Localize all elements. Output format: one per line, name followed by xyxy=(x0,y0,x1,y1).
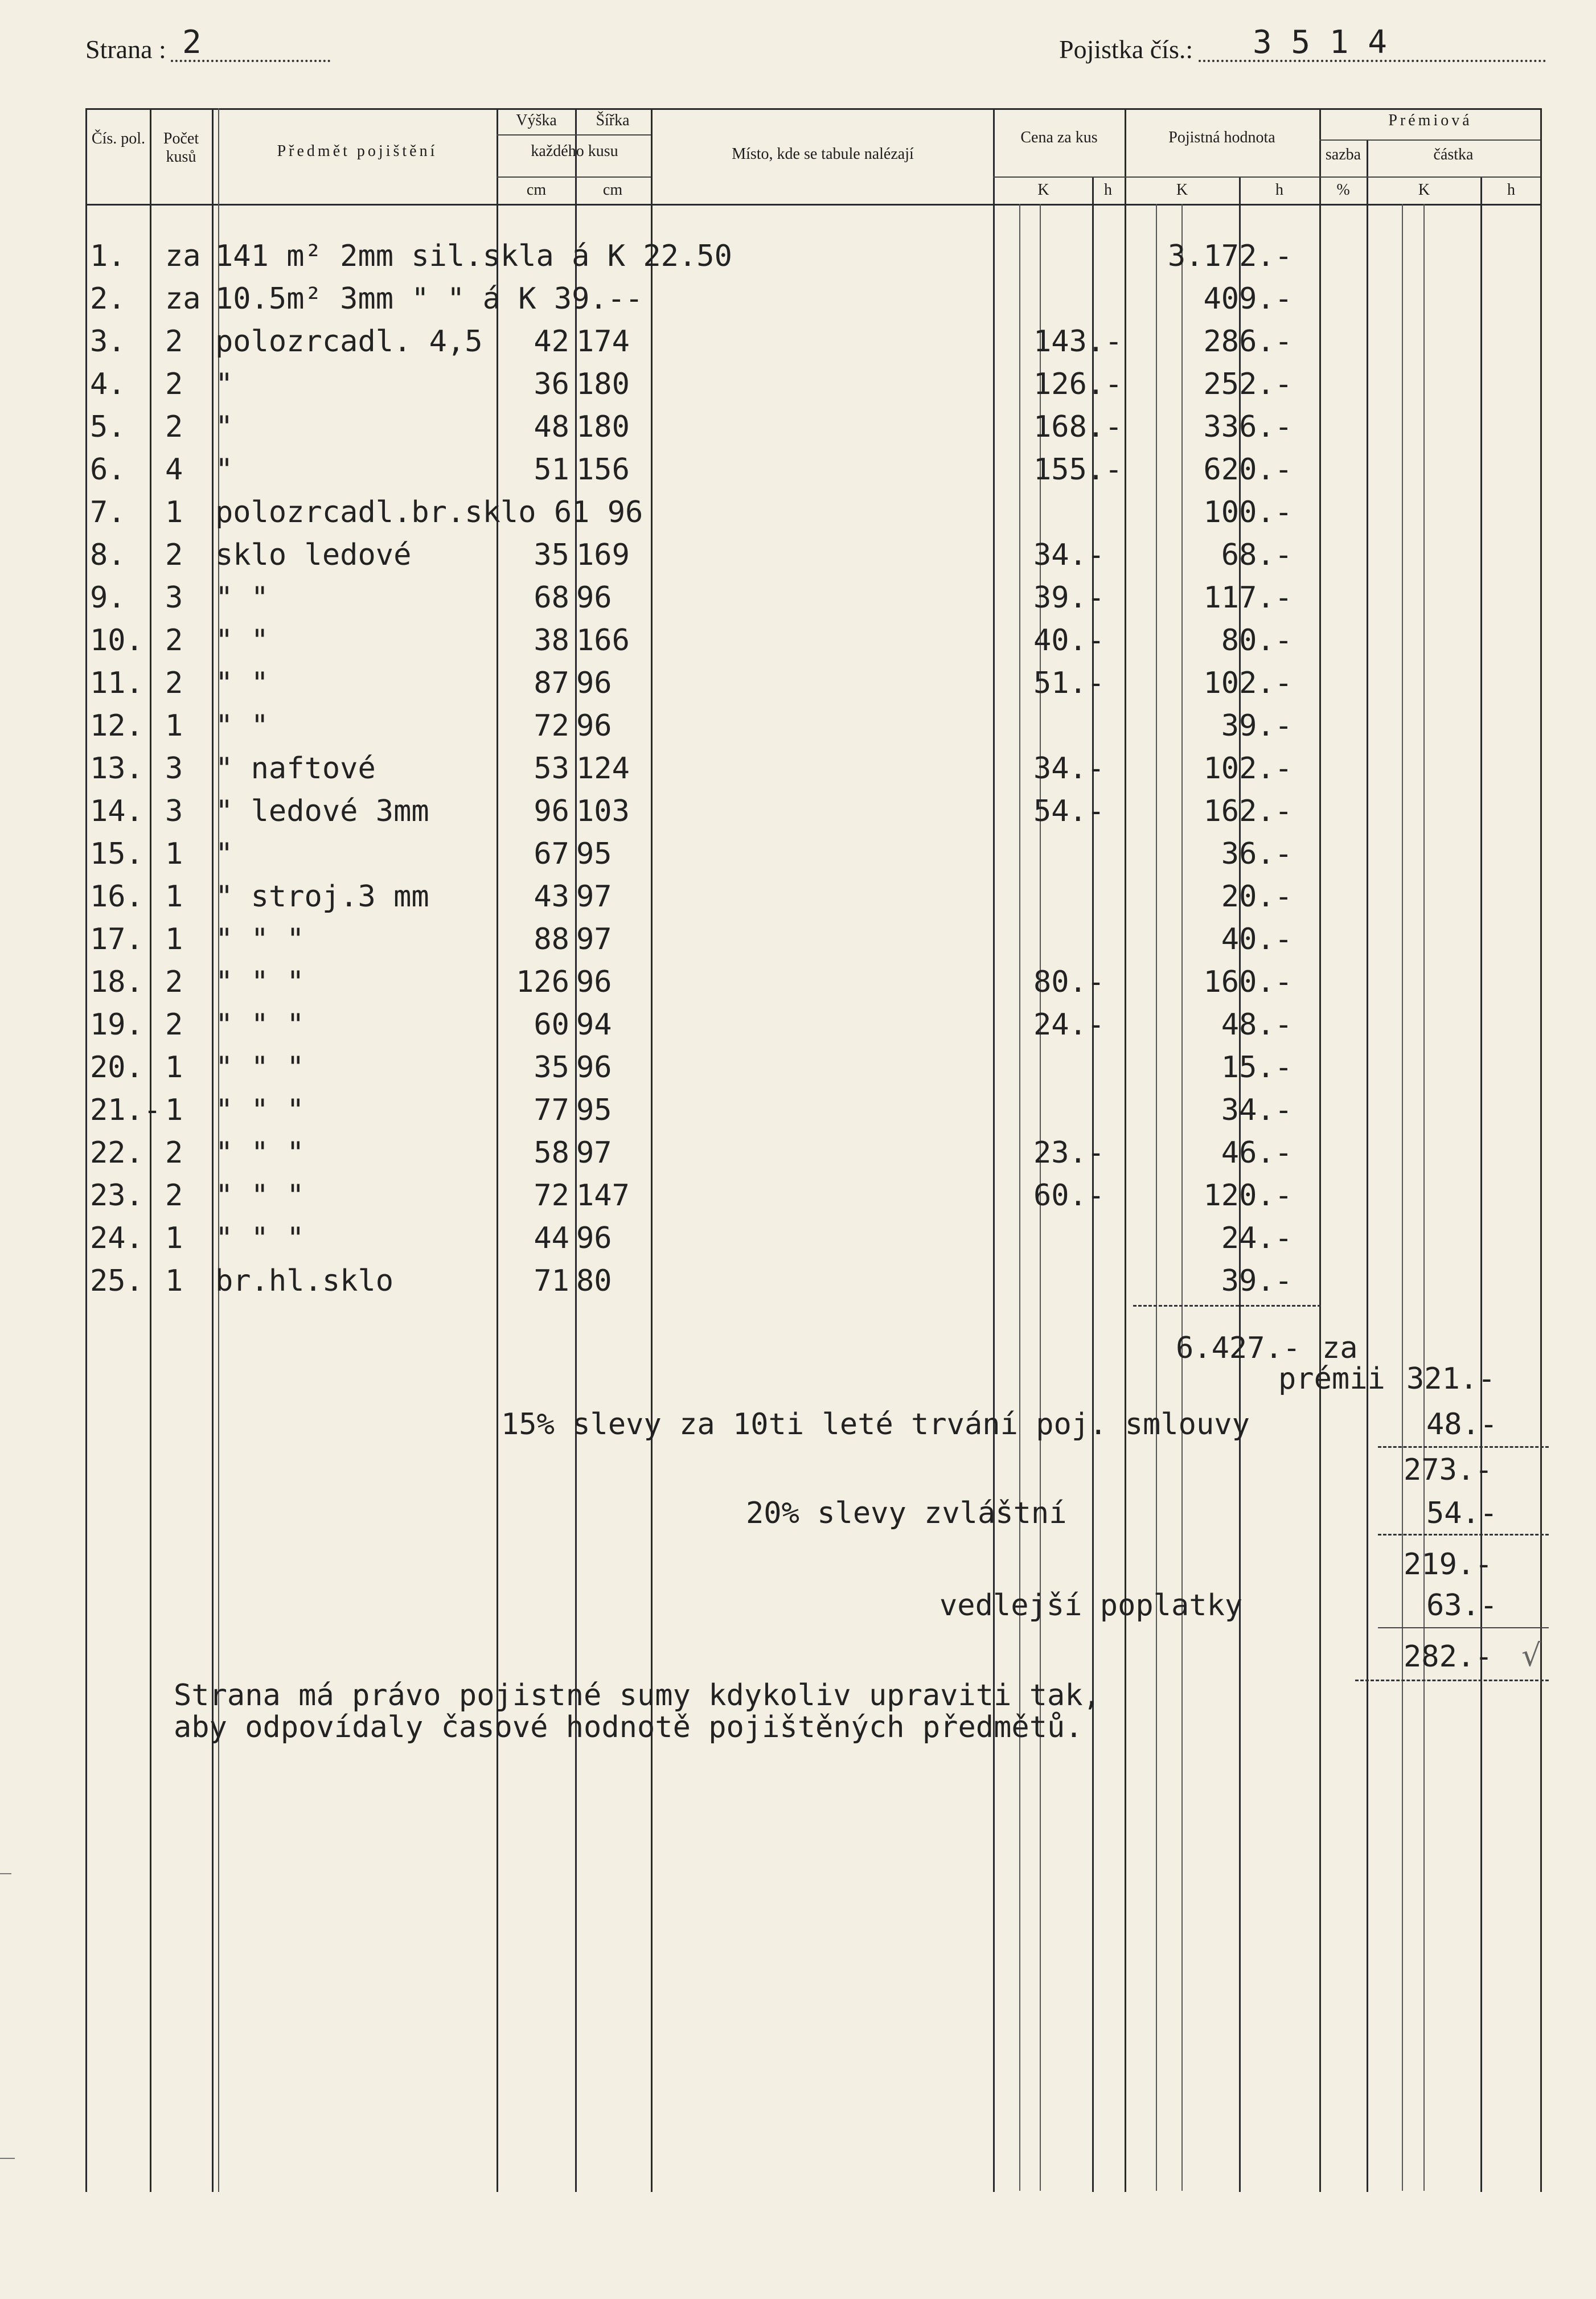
cell-count: 2 xyxy=(165,965,183,999)
cell-value: 15.- xyxy=(1221,1050,1293,1085)
col-line-right xyxy=(1540,108,1542,2192)
col-line-value xyxy=(1319,108,1321,2192)
cell-item: " " " xyxy=(215,1008,305,1042)
cell-price: 40.- xyxy=(1033,623,1105,658)
col-line-place xyxy=(993,108,995,2192)
cell-no: 9. xyxy=(90,581,126,615)
cell-item: " " xyxy=(215,623,269,658)
col-header-premium: Prémiová xyxy=(1388,112,1472,129)
col-header-place: Místo, kde se tabule nalézají xyxy=(732,145,914,163)
col-header-amount: částka xyxy=(1433,146,1474,163)
col-header-cm-height: cm xyxy=(526,181,547,199)
col-line-price-sub1 xyxy=(1019,204,1020,2191)
fees-line xyxy=(1378,1627,1549,1628)
cell-no: 20. xyxy=(90,1050,143,1085)
footer-line-2: aby odpovídaly časové hodnotě pojištěných předmětů. xyxy=(174,1710,1083,1744)
cell-price: 155.- xyxy=(1033,453,1123,487)
cell-item: " xyxy=(215,410,233,444)
cell-count: 4 xyxy=(165,453,183,487)
cell-count: 2 xyxy=(165,1136,183,1170)
cell-count: za xyxy=(165,282,201,316)
cell-h: 53 xyxy=(534,752,569,786)
cell-item: " " " xyxy=(215,1221,305,1255)
cell-value: 39.- xyxy=(1221,1264,1293,1298)
cell-w: 97 xyxy=(576,880,612,914)
col-line-amt-sub1 xyxy=(1402,204,1403,2191)
cell-h: 44 xyxy=(534,1221,569,1255)
cell-price: 34.- xyxy=(1033,752,1105,786)
cell-no: 3. xyxy=(90,325,126,359)
cell-w: 96 xyxy=(576,1221,612,1255)
cell-no: 25. xyxy=(90,1264,143,1298)
fees-text: vedlejší poplatky xyxy=(939,1588,1243,1623)
col-header-h-price: h xyxy=(1104,181,1112,199)
cell-count: 1 xyxy=(165,709,183,743)
col-line-subject xyxy=(497,108,498,2192)
cell-h: 87 xyxy=(534,666,569,700)
cell-h: 77 xyxy=(534,1093,569,1127)
col-line-rate xyxy=(1367,139,1368,2192)
cell-count: 2 xyxy=(165,538,183,572)
cell-h: 67 xyxy=(534,837,569,871)
cell-no: 22. xyxy=(90,1136,143,1170)
cell-item: " xyxy=(215,367,233,401)
cell-no: 17. xyxy=(90,922,143,956)
policy-number-line xyxy=(1199,60,1546,62)
cell-value: 286.- xyxy=(1203,325,1293,359)
cell-value: 20.- xyxy=(1221,880,1293,914)
cell-w: 80 xyxy=(576,1264,612,1298)
discount1-text: 15% slevy za 10ti leté trvání poj. smlouvy xyxy=(501,1407,1250,1442)
col-line-count-a xyxy=(212,108,214,2192)
cell-item: sklo ledové xyxy=(215,538,412,572)
discount1-amount: 48.- xyxy=(1426,1407,1498,1442)
col-header-count: Počet kusů xyxy=(163,130,199,166)
col-header-height: Výška xyxy=(516,112,557,129)
cell-value: 160.- xyxy=(1203,965,1293,999)
cell-item: " " " xyxy=(215,1050,305,1085)
cell-value: 68.- xyxy=(1221,538,1293,572)
cell-w: 147 xyxy=(576,1179,630,1213)
cell-h: 38 xyxy=(534,623,569,658)
col-line-price xyxy=(1125,108,1126,2192)
cell-no: 5. xyxy=(90,410,126,444)
table-top-line xyxy=(85,108,1540,110)
cell-item: " " " xyxy=(215,1136,305,1170)
footer-line-1: Strana má právo pojistné sumy kdykoliv upraviti tak, xyxy=(174,1678,1101,1713)
cell-value: 620.- xyxy=(1203,453,1293,487)
cell-h: 48 xyxy=(534,410,569,444)
cell-value: 102.- xyxy=(1203,752,1293,786)
cell-w: 96 xyxy=(576,965,612,999)
cell-h: 43 xyxy=(534,880,569,914)
col-line-value-sub1 xyxy=(1156,204,1157,2191)
cell-no: 24. xyxy=(90,1221,143,1255)
col-header-k-value: K xyxy=(1176,181,1188,199)
cell-count: 2 xyxy=(165,367,183,401)
cell-no: 21.- xyxy=(90,1093,162,1127)
cell-h: 72 xyxy=(534,709,569,743)
cell-value: 336.- xyxy=(1203,410,1293,444)
cell-item: " naftové xyxy=(215,752,376,786)
cell-h: 68 xyxy=(534,581,569,615)
policy-label: Pojistka čís.: xyxy=(1059,35,1193,64)
header-sub-line-premium xyxy=(1319,139,1540,141)
col-line-value-sub2 xyxy=(1181,204,1183,2191)
sub1-line xyxy=(1378,1446,1549,1448)
total-amount: 282.- xyxy=(1404,1640,1493,1674)
page-number: 2 xyxy=(182,24,202,61)
cell-item: polozrcadl. 4,5 xyxy=(215,325,483,359)
cell-count: 1 xyxy=(165,495,183,529)
header-unit-line-money xyxy=(993,176,1540,178)
cell-no: 15. xyxy=(90,837,143,871)
cell-value: 3.172.- xyxy=(1167,239,1293,273)
cell-no: 8. xyxy=(90,538,126,572)
cell-value: 80.- xyxy=(1221,623,1293,658)
cell-w: 97 xyxy=(576,922,612,956)
cell-price: 168.- xyxy=(1033,410,1123,444)
cell-count: 3 xyxy=(165,794,183,828)
page-number-line xyxy=(171,60,330,62)
cell-price: 80.- xyxy=(1033,965,1105,999)
cell-h: 35 xyxy=(534,538,569,572)
cell-price: 54.- xyxy=(1033,794,1105,828)
cell-no: 10. xyxy=(90,623,143,658)
cell-no: 4. xyxy=(90,367,126,401)
cell-price: 34.- xyxy=(1033,538,1105,572)
cell-item: " xyxy=(215,837,233,871)
cell-item: " " xyxy=(215,709,269,743)
cell-count: 1 xyxy=(165,922,183,956)
subtotal1: 273.- xyxy=(1404,1453,1493,1487)
total-line xyxy=(1355,1680,1549,1681)
header-unit-line-dims xyxy=(497,176,651,178)
cell-value: 100.- xyxy=(1203,495,1293,529)
cell-no: 19. xyxy=(90,1008,143,1042)
header-sub-line-dims xyxy=(497,134,651,136)
discount2-text: 20% slevy zvláštní xyxy=(746,1496,1067,1530)
cell-price: 60.- xyxy=(1033,1179,1105,1213)
cell-h: 96 xyxy=(534,794,569,828)
cell-no: 12. xyxy=(90,709,143,743)
cell-price: 23.- xyxy=(1033,1136,1105,1170)
discount2-amount: 54.- xyxy=(1426,1496,1498,1530)
cell-value: 39.- xyxy=(1221,709,1293,743)
cell-item: 141 m² 2mm sil.skla á K 22.50 xyxy=(215,239,732,273)
col-header-k-amount: K xyxy=(1418,181,1430,199)
cell-item: " xyxy=(215,453,233,487)
cell-h: 71 xyxy=(534,1264,569,1298)
subtotal2: 219.- xyxy=(1404,1547,1493,1582)
cell-item: " " " xyxy=(215,965,305,999)
cell-value: 34.- xyxy=(1221,1093,1293,1127)
premium-amount: 321.- xyxy=(1406,1362,1496,1396)
cell-price: 126.- xyxy=(1033,367,1123,401)
cell-value: 252.- xyxy=(1203,367,1293,401)
cell-item: " " xyxy=(215,666,269,700)
cell-count: 2 xyxy=(165,623,183,658)
col-header-pos: Čís. pol. xyxy=(91,130,146,147)
col-header-width: Šířka xyxy=(596,112,630,129)
policy-number: 3 5 1 4 xyxy=(1253,24,1388,61)
cell-value: 36.- xyxy=(1221,837,1293,871)
cell-item: 10.5m² 3mm " " á K 39.-- xyxy=(215,282,643,316)
cell-h: 36 xyxy=(534,367,569,401)
cell-w: 169 xyxy=(576,538,630,572)
col-line-pos xyxy=(150,108,151,2192)
cell-h: 35 xyxy=(534,1050,569,1085)
cell-no: 18. xyxy=(90,965,143,999)
za-premii-1: za xyxy=(1322,1331,1358,1365)
cell-w: 180 xyxy=(576,367,630,401)
cell-no: 23. xyxy=(90,1179,143,1213)
cell-price: 143.- xyxy=(1033,325,1123,359)
cell-no: 6. xyxy=(90,453,126,487)
cell-h: 58 xyxy=(534,1136,569,1170)
cell-w: 96 xyxy=(576,666,612,700)
cell-w: 156 xyxy=(576,453,630,487)
cell-w: 103 xyxy=(576,794,630,828)
cell-no: 11. xyxy=(90,666,143,700)
cell-item: polozrcadl.br.sklo 61 96 xyxy=(215,495,643,529)
cell-w: 124 xyxy=(576,752,630,786)
cell-h: 88 xyxy=(534,922,569,956)
cell-w: 174 xyxy=(576,325,630,359)
cell-w: 95 xyxy=(576,837,612,871)
sub2-line xyxy=(1378,1534,1549,1536)
cell-count: 1 xyxy=(165,1093,183,1127)
cell-count: 3 xyxy=(165,581,183,615)
cell-count: 2 xyxy=(165,666,183,700)
cell-no: 1. xyxy=(90,239,126,273)
col-header-subject: Předmět pojištění xyxy=(277,142,438,160)
cell-item: " stroj.3 mm xyxy=(215,880,429,914)
cell-w: 96 xyxy=(576,1050,612,1085)
cell-count: za xyxy=(165,239,201,273)
cell-value: 48.- xyxy=(1221,1008,1293,1042)
cell-count: 2 xyxy=(165,410,183,444)
margin-mark-1 xyxy=(0,1873,11,1874)
cell-count: 3 xyxy=(165,752,183,786)
sum-value: 6.427.- xyxy=(1176,1331,1301,1365)
cell-w: 180 xyxy=(576,410,630,444)
cell-value: 40.- xyxy=(1221,922,1293,956)
check-mark-icon: √ xyxy=(1521,1637,1541,1673)
col-header-value: Pojistná hodnota xyxy=(1168,129,1275,146)
cell-item: " " xyxy=(215,581,269,615)
cell-value: 24.- xyxy=(1221,1221,1293,1255)
col-header-price: Cena za kus xyxy=(1020,129,1098,146)
cell-item: " " " xyxy=(215,1093,305,1127)
cell-w: 97 xyxy=(576,1136,612,1170)
cell-value: 162.- xyxy=(1203,794,1293,828)
cell-w: 96 xyxy=(576,709,612,743)
cell-h: 51 xyxy=(534,453,569,487)
cell-count: 1 xyxy=(165,1221,183,1255)
cell-h: 60 xyxy=(534,1008,569,1042)
cell-count: 1 xyxy=(165,837,183,871)
cell-no: 2. xyxy=(90,282,126,316)
cell-count: 2 xyxy=(165,1179,183,1213)
cell-price: 39.- xyxy=(1033,581,1105,615)
cell-count: 1 xyxy=(165,1264,183,1298)
cell-item: " ledové 3mm xyxy=(215,794,429,828)
cell-value: 102.- xyxy=(1203,666,1293,700)
col-line-amt-sub2 xyxy=(1423,204,1425,2191)
cell-w: 95 xyxy=(576,1093,612,1127)
cell-value: 120.- xyxy=(1203,1179,1293,1213)
cell-w: 94 xyxy=(576,1008,612,1042)
cell-w: 166 xyxy=(576,623,630,658)
cell-w: 96 xyxy=(576,581,612,615)
cell-no: 16. xyxy=(90,880,143,914)
col-header-percent: % xyxy=(1336,181,1350,199)
col-header-k-price: K xyxy=(1037,181,1049,199)
col-header-each-piece: každého kusu xyxy=(531,142,618,160)
cell-value: 409.- xyxy=(1203,282,1293,316)
cell-no: 14. xyxy=(90,794,143,828)
col-header-h-amount: h xyxy=(1507,181,1515,199)
margin-mark-2 xyxy=(0,2158,15,2159)
cell-h: 42 xyxy=(534,325,569,359)
cell-count: 2 xyxy=(165,325,183,359)
cell-count: 1 xyxy=(165,1050,183,1085)
cell-item: br.hl.sklo xyxy=(215,1264,394,1298)
col-header-h-value: h xyxy=(1275,181,1283,199)
cell-h: 126 xyxy=(516,965,569,999)
cell-h: 72 xyxy=(534,1179,569,1213)
fees-amount: 63.- xyxy=(1426,1588,1498,1623)
cell-item: " " " xyxy=(215,922,305,956)
cell-item: " " " xyxy=(215,1179,305,1213)
za-premii-2: prémii xyxy=(1278,1362,1385,1396)
cell-value: 117.- xyxy=(1203,581,1293,615)
cell-value: 46.- xyxy=(1221,1136,1293,1170)
cell-count: 1 xyxy=(165,880,183,914)
cell-price: 51.- xyxy=(1033,666,1105,700)
cell-price: 24.- xyxy=(1033,1008,1105,1042)
col-line-amt-h xyxy=(1480,176,1482,2192)
col-line-width xyxy=(651,108,653,2192)
cell-no: 13. xyxy=(90,752,143,786)
cell-no: 7. xyxy=(90,495,126,529)
header-bottom-line xyxy=(85,204,1540,206)
col-line-left xyxy=(85,108,87,2192)
col-header-cm-width: cm xyxy=(602,181,623,199)
page-label: Strana : xyxy=(85,35,166,64)
sum-line xyxy=(1133,1305,1321,1307)
col-header-rate: sazba xyxy=(1325,146,1361,163)
cell-count: 2 xyxy=(165,1008,183,1042)
